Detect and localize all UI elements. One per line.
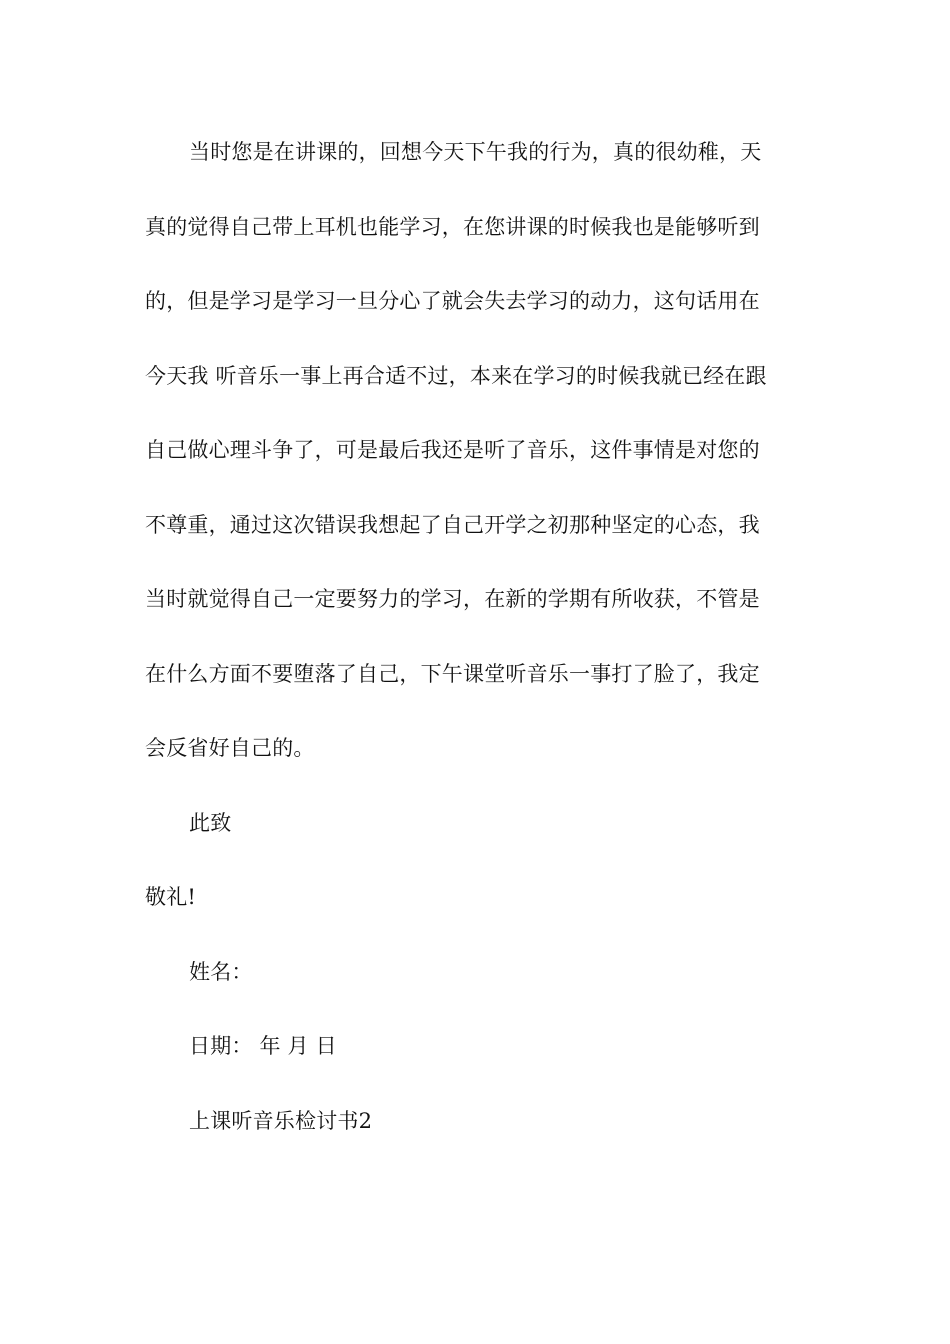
paragraph-line-5: 自己做心理斗争了，可是最后我还是听了音乐，这件事情是对您的 <box>145 438 760 462</box>
salute-text: 敬礼! <box>145 885 197 909</box>
closing-text: 此致 <box>189 811 232 835</box>
next-section-title: 上课听音乐检讨书2 <box>189 1109 373 1133</box>
paragraph-line-6: 不尊重，通过这次错误我想起了自己开学之初那种坚定的心态，我 <box>145 513 760 537</box>
date-label: 日期： 年 月 日 <box>189 1034 337 1058</box>
paragraph-line-4: 今天我 听音乐一事上再合适不过，本来在学习的时候我就已经在跟 <box>145 364 767 388</box>
paragraph-line-2: 真的觉得自己带上耳机也能学习，在您讲课的时候我也是能够听到 <box>145 215 760 239</box>
name-label: 姓名： <box>189 960 253 984</box>
paragraph-line-3: 的，但是学习是学习一旦分心了就会失去学习的动力，这句话用在 <box>145 289 760 313</box>
paragraph-line-7: 当时就觉得自己一定要努力的学习，在新的学期有所收获，不管是 <box>145 587 760 611</box>
paragraph-line-1: 当时您是在讲课的，回想今天下午我的行为，真的很幼稚，天 <box>189 140 762 164</box>
paragraph-line-9: 会反省好自己的。 <box>145 736 315 760</box>
paragraph-line-8: 在什么方面不要堕落了自己，下午课堂听音乐一事打了脸了，我定 <box>145 662 760 686</box>
